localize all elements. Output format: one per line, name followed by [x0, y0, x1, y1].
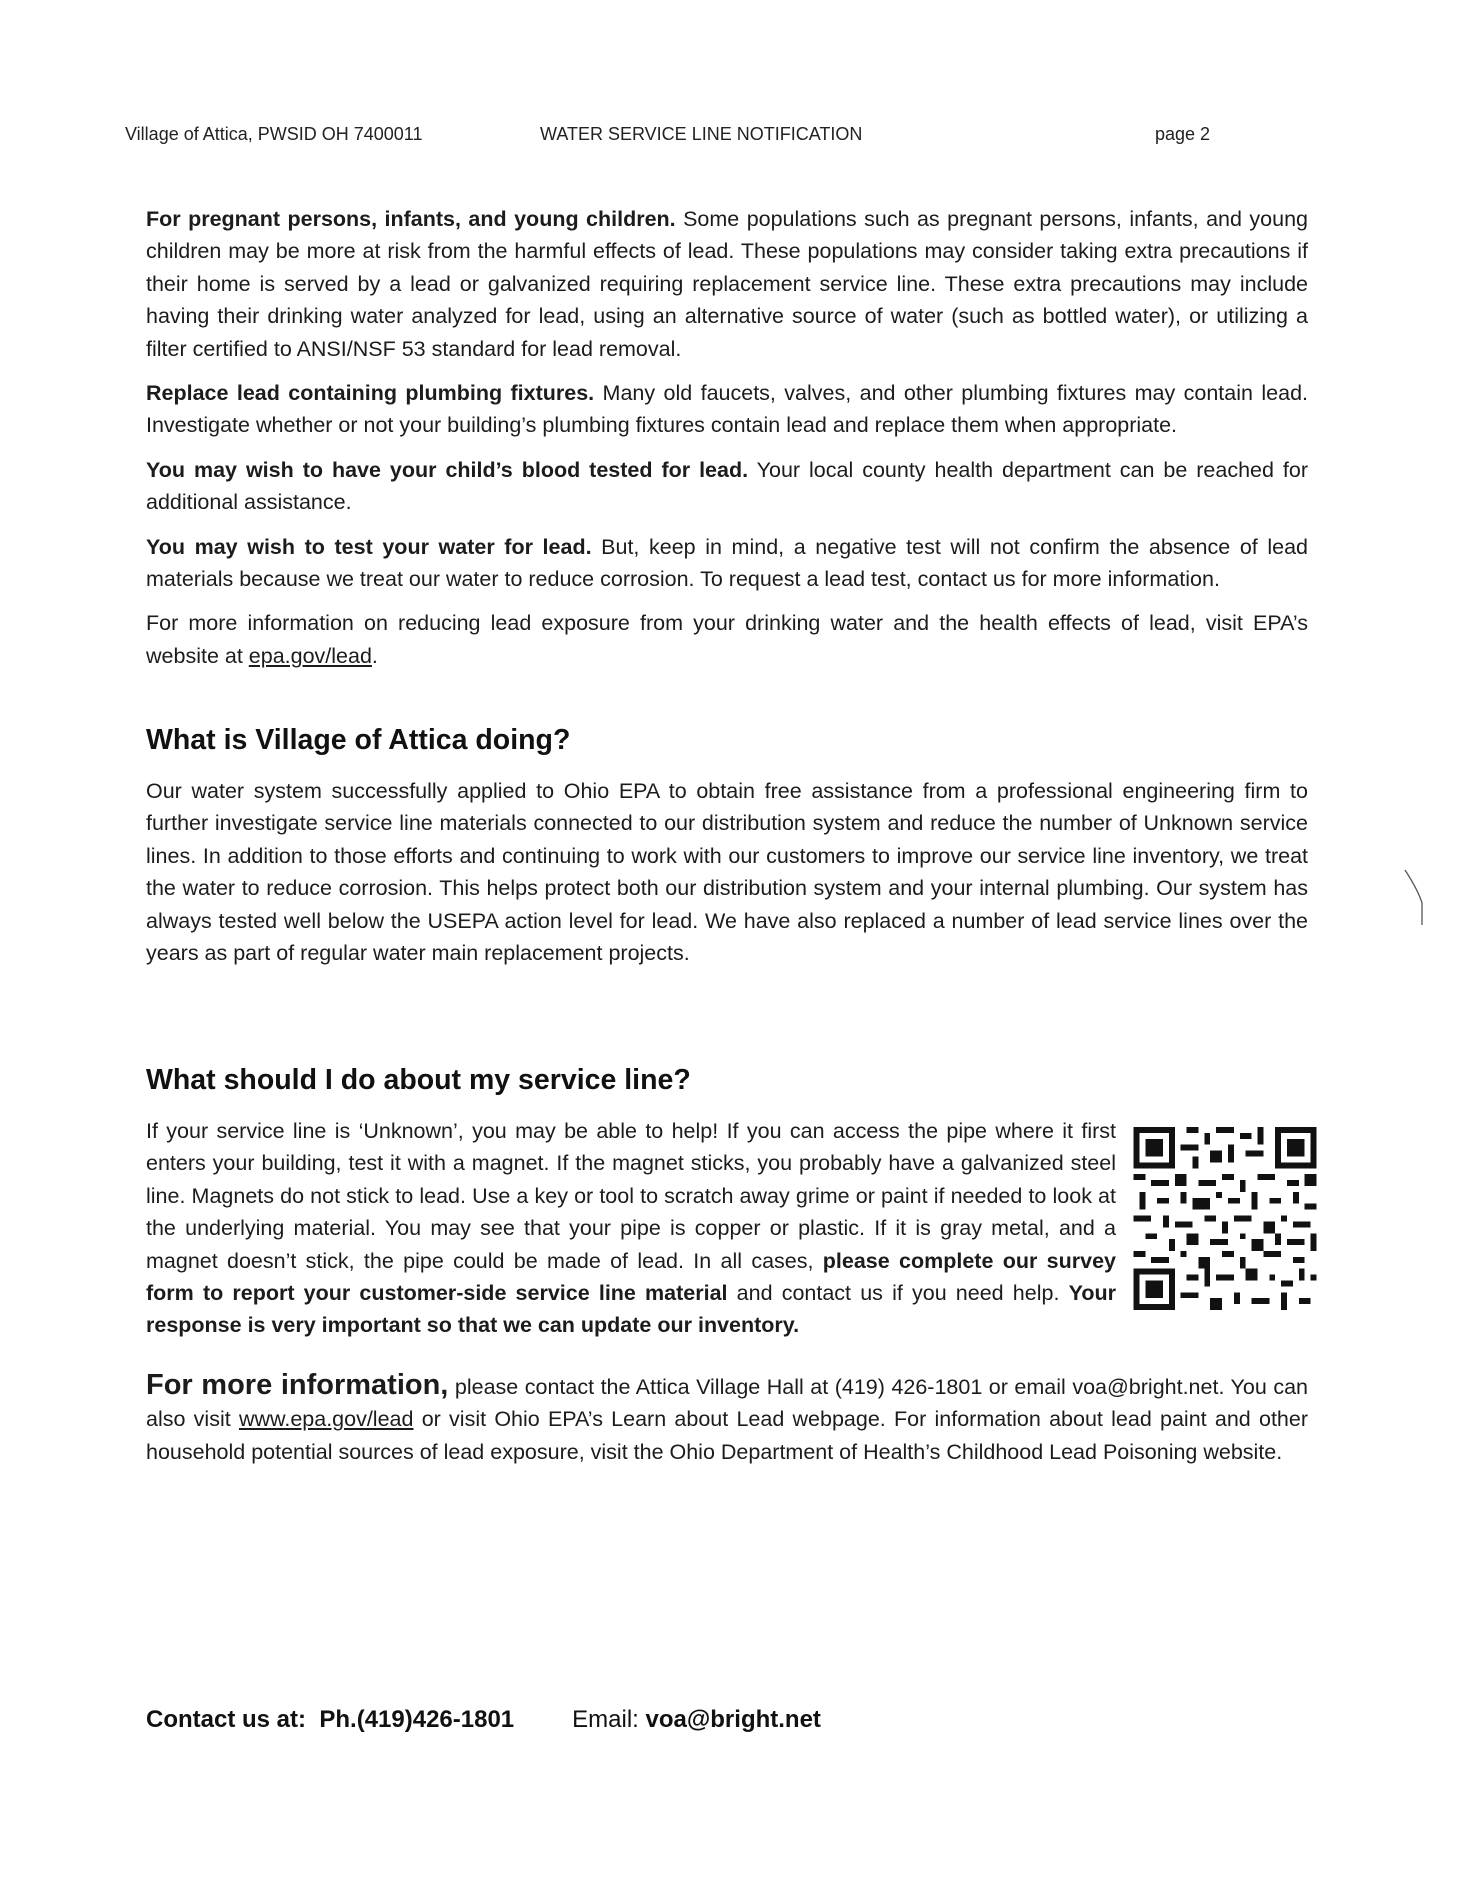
more-info-lead: For more information,: [146, 1369, 449, 1401]
contact-email[interactable]: voa@bright.net: [645, 1706, 821, 1733]
header-page-number: page 2: [1155, 124, 1211, 144]
epa-info-text: For more information on reducing lead exposure from your drinking water and the health effects of lead, visit EPA’s website at: [146, 611, 1308, 668]
doing-heading: What is Village of Attica doing?: [146, 724, 571, 756]
service-line-text: If your service line is ‘Unknown’, you may be able to help! If you can access the pipe where it first enters your building, test it with a magnet. If the magnet sticks, you probably have a galvanized steel line. Magnets do not stick to lead. Use a key or tool to scratch away grime or paint if needed to look at the underlying material. You may see that your pipe is copper or plastic. If it is gray metal, and a magnet doesn’t stick, the pipe could be made of lead. In all cases,: [146, 1119, 1116, 1273]
more-info-text-2: or visit Ohio EPA’s Learn about Lead webpage. For information about lead paint and other household potential sources of lead exposure, visit the Ohio Department of Health’s Childhood Lead Poisoning website.: [146, 1407, 1308, 1464]
contact-phone[interactable]: Ph.(419)426-1801: [319, 1706, 515, 1733]
epa-info-after: .: [371, 643, 378, 668]
precaution-fixtures: [146, 377, 1308, 442]
precaution-lead: You may wish to test your water for lead.: [146, 534, 592, 559]
doing-section: [146, 775, 1318, 969]
contact-footer: [146, 1706, 821, 1734]
precaution-text: Some populations such as pregnant persons, infants, and young children may be more at risk from the harmful effects of lead. These populations may consider taking extra precautions if their home is served by a lead or galvanized requiring replacement service line. These extra precautions may include having their drinking water analyzed for lead, using an alternative source of water (such as bottled water), or utilizing a filter certified to ANSI/NSF 53 standard for lead removal.: [146, 207, 1308, 361]
response-important: Your response is very important so that we can update our inventory.: [146, 1281, 1116, 1338]
precaution-water-test: [146, 531, 1308, 596]
precaution-text: Your local county health department can be reached for additional assistance.: [146, 457, 1308, 515]
header-title: WATER SERVICE LINE NOTIFICATION: [540, 124, 863, 144]
precaution-blood-test: [146, 454, 1308, 519]
page-header: [125, 124, 1215, 150]
epa-www-link[interactable]: www.epa.gov/lead: [238, 1407, 414, 1432]
epa-info-paragraph: [146, 607, 1308, 672]
precaution-lead: For pregnant persons, infants, and young children.: [146, 207, 676, 231]
more-info-section: [146, 1369, 1318, 1468]
survey-callout: please complete our survey form to report your customer-side service line material: [146, 1248, 1116, 1306]
more-info-text: please contact the Attica Village Hall at (419) 426-1801 or email voa@bright.net. You can also visit: [146, 1375, 1308, 1432]
qr-code-icon[interactable]: [1133, 1127, 1317, 1310]
contact-label: Contact us at:: [146, 1706, 307, 1733]
service-line-paragraph: [146, 1115, 1116, 1342]
contact-email-label: Email:: [572, 1706, 639, 1733]
precaution-lead: You may wish to have your child’s blood tested for lead.: [146, 457, 749, 482]
service-line-heading: What should I do about my service line?: [146, 1064, 691, 1096]
service-line-mid: and contact us if you need help.: [727, 1281, 1069, 1306]
precaution-text: Many old faucets, valves, and other plumbing fixtures may contain lead. Investigate whether or not your building’s plumbing fixtures contain lead and replace them when appropriate.: [146, 381, 1308, 438]
precaution-text: But, keep in mind, a negative test will not confirm the absence of lead materials because we treat our water to reduce corrosion. To request a lead test, contact us for more information.: [146, 534, 1308, 592]
epa-lead-link[interactable]: epa.gov/lead: [248, 643, 372, 668]
precaution-pregnant: [146, 203, 1308, 365]
doing-paragraph: Our water system successfully applied to Ohio EPA to obtain free assistance from a professional engineering firm to further investigate service line materials connected to our distribution system and reduce the number of Unknown service lines. In addition to those efforts and continuing to work with our customers to improve our service line inventory, we treat the water to reduce corrosion. This helps protect both our distribution system and your internal plumbing. Our system has always tested well below the USEPA action level for lead. We have also replaced a number of lead service lines over the years as part of regular water main replacement projects.: [146, 779, 1308, 966]
precautions-section: [146, 203, 1318, 672]
header-system-id: Village of Attica, PWSID OH 7400011: [125, 124, 423, 144]
more-info-paragraph: [146, 1369, 1308, 1468]
stray-pen-mark-icon: [1400, 865, 1440, 935]
precaution-lead: Replace lead containing plumbing fixtures.: [146, 381, 595, 406]
